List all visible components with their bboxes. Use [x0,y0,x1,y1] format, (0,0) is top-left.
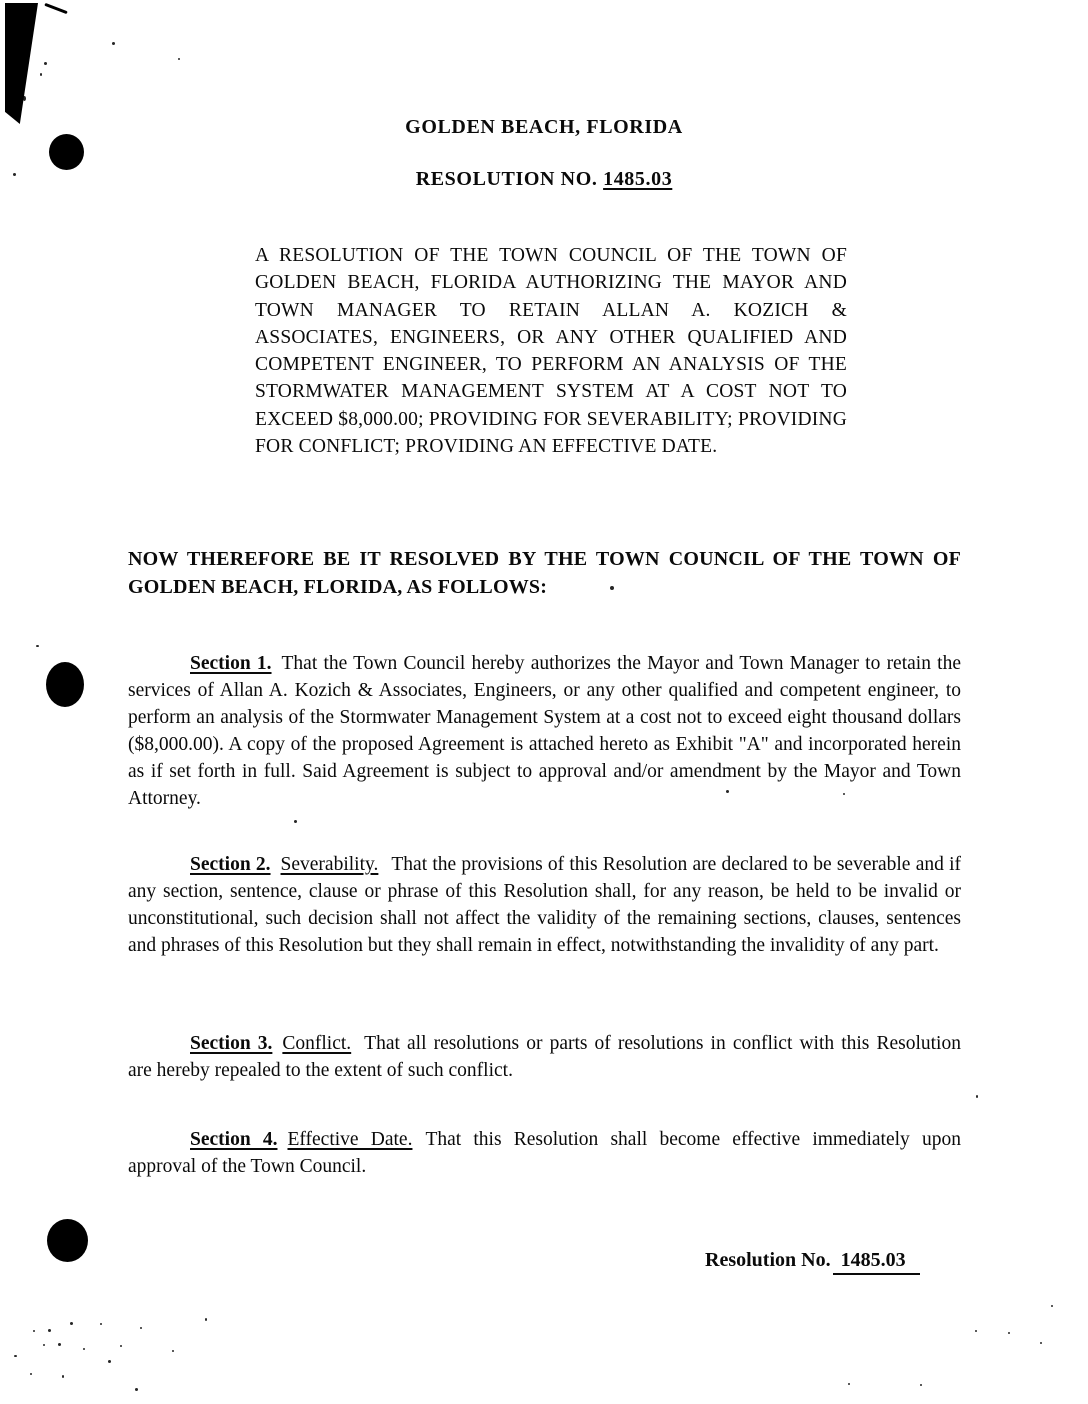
city-state-heading: GOLDEN BEACH, FLORIDA [405,116,683,138]
scan-speck [18,111,20,115]
section-1 [128,650,961,812]
scan-speck [172,1350,174,1352]
scan-speck [40,73,42,76]
scan-speck [62,1375,64,1378]
footer-resolution-value: 1485.03 [833,1249,920,1275]
scan-speck [920,1384,922,1386]
scan-speck [58,1343,61,1346]
scan-speck [14,1355,17,1357]
resolved-clause-text: NOW THEREFORE BE IT RESOLVED BY THE TOWN COUNCIL OF THE TOWN OF GOLDEN BEACH, FLORIDA, AS FOLLOWS: [128,548,961,598]
scan-speck [178,58,180,60]
punch-hole-middle [46,662,84,707]
resolved-clause [128,545,961,601]
section-3 [128,1030,961,1084]
scan-speck [48,1329,51,1332]
section-2 [128,851,961,959]
footer-resolution-number [705,1249,920,1275]
scan-speck [1040,1342,1042,1344]
section-2-heading: Severability. [280,854,379,875]
resolution-preamble [255,242,847,460]
scan-speck [44,62,47,65]
scan-speck [294,820,297,823]
scan-speck [112,42,115,45]
scan-speck [1008,1332,1010,1334]
scan-speck [83,1348,85,1350]
scan-artifact-dash [44,3,67,14]
scan-speck [30,1373,32,1375]
resolution-number-value: 1485.03 [603,168,673,190]
scan-speck [976,1095,978,1098]
punch-hole-bottom [47,1219,88,1262]
section-4-heading: Effective Date. [287,1129,413,1150]
scan-speck [1051,1305,1053,1307]
section-4 [128,1126,961,1180]
resolution-number-heading [0,168,1088,191]
scan-speck [36,645,39,647]
scan-speck [43,1344,45,1346]
section-3-label: Section 3. [190,1033,273,1054]
section-1-label: Section 1. [190,653,272,674]
scan-speck [33,1330,35,1332]
scan-speck [70,1322,73,1325]
section-2-label: Section 2. [190,854,271,875]
document-title [0,116,1088,139]
section-3-heading: Conflict. [282,1033,352,1054]
footer-resolution-label: Resolution No. [705,1249,831,1271]
section-4-label: Section 4. [190,1129,278,1150]
scan-speck [120,1345,122,1347]
scan-artifact-corner-wedge [5,3,38,124]
preamble-text: A RESOLUTION OF THE TOWN COUNCIL OF THE TOWN OF GOLDEN BEACH, FLORIDA AUTHORIZING THE MAYOR AND TOWN MANAGER TO RETAIN ALLAN A. KOZICH & ASSOCIATES, ENGINEERS, OR ANY OTHER QUALIFIED AND COMPETENT ENGINEER, TO PERFORM AN ANALYSIS OF THE STORMWATER MANAGEMENT SYSTEM AT A COST NOT TO EXCEED $8,000.00; PROVIDING FOR SEVERABILITY; PROVIDING FOR CONFLICT; PROVIDING AN EFFECTIVE DATE. [255,245,847,458]
section-2-body: That the provisions of this Resolution are declared to be severable and if any section, sentence, clause or phrase of this Resolution shall, for any reason, be held to be invalid or unconstitutional, such decision shall not affect the validity of the remaining sections, clauses, sentences and phrases of this Resolution but they shall remain in effect, notwithstanding the invalidity of any part. [128,854,961,956]
section-4-body: That this Resolution shall become effective immediately upon approval of the Town Council. [128,1129,961,1177]
section-3-body: That all resolutions or parts of resolutions in conflict with this Resolution are hereby repealed to the extent of such conflict. [128,1033,961,1081]
scan-speck [848,1383,850,1385]
scan-speck [975,1330,977,1332]
scan-speck [135,1388,138,1391]
scan-speck [205,1318,207,1321]
scan-speck [108,1360,111,1363]
section-1-body: That the Town Council hereby authorizes the Mayor and Town Manager to retain the services of Allan A. Kozich & Associates, Engineers, or any other qualified and competent engineer, to perform an analysis of the Stormwater Management System at a cost not to exceed eight thousand dollars ($8,000.00). A copy of the proposed Agreement is attached hereto as Exhibit "A" and incorporated herein as if set forth in full. Said Agreement is subject to approval and/or amendment by the Mayor and Town Attorney. [128,653,961,809]
resolution-number-label: RESOLUTION NO. [415,168,598,190]
scan-speck [23,96,26,101]
scan-speck [140,1327,142,1329]
punch-hole-top [49,134,84,170]
scan-speck [100,1323,102,1325]
